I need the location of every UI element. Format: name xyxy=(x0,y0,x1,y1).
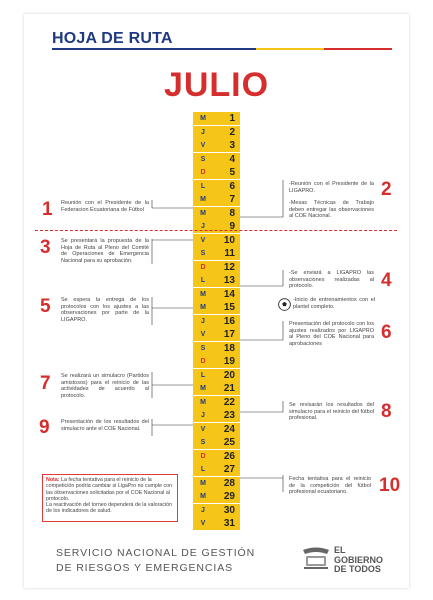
calendar-day xyxy=(193,328,240,341)
weekday-letter: L xyxy=(200,466,206,473)
calendar-day xyxy=(193,193,240,206)
calendar-day xyxy=(193,517,240,530)
day-number: 1 xyxy=(229,113,235,124)
milestone-number-8: 8 xyxy=(381,401,392,422)
milestone-number-2: 2 xyxy=(381,179,392,200)
milestone-note-3: Se presentará la propuesta de la Hoja de Ruta al Pleno del Comité de Operaciones de Emergencia Nacional para su aprobación. xyxy=(61,238,149,264)
weekday-letter: J xyxy=(201,317,205,325)
calendar-day xyxy=(193,382,240,395)
day-number: 12 xyxy=(223,261,235,273)
day-number: 15 xyxy=(223,302,235,313)
calendar-day xyxy=(193,220,240,233)
calendar-day xyxy=(193,423,240,436)
day-number: 3 xyxy=(229,140,235,151)
calendar-day xyxy=(193,274,240,287)
weekday-letter: J xyxy=(201,223,205,230)
day-number: 27 xyxy=(223,464,235,475)
page-title: HOJA DE RUTA xyxy=(52,30,173,47)
calendar-day xyxy=(193,450,240,463)
weekday-letter: M xyxy=(200,290,206,298)
weekday-letter: M xyxy=(200,385,206,392)
calendar-day xyxy=(193,409,240,422)
milestone-note-4a: -Se enviará a LIGAPRO las observaciones realizadas al protocolo. xyxy=(289,270,374,290)
day-number: 9 xyxy=(229,221,235,232)
day-number: 5 xyxy=(229,167,235,178)
weekday-letter: M xyxy=(200,196,206,203)
day-number: 11 xyxy=(224,248,235,259)
weekday-letter: D xyxy=(200,358,206,365)
weekday-letter: D xyxy=(200,263,206,271)
day-number: 14 xyxy=(223,288,235,300)
calendar-day xyxy=(193,247,240,260)
weekday-letter: V xyxy=(200,236,206,244)
milestone-note-8: Se revisarán los resultados del simulacro para el reinicio del fútbol profesional. xyxy=(289,402,374,422)
day-number: 4 xyxy=(229,153,235,165)
milestone-number-10: 10 xyxy=(379,475,401,496)
weekday-letter: M xyxy=(200,209,206,217)
weekday-letter: M xyxy=(200,493,206,500)
calendar-day xyxy=(193,436,240,449)
milestone-note-1: Reunión con el Presidente de la Federacion Ecuatoriana de Fútbol xyxy=(61,200,149,213)
day-number: 16 xyxy=(223,315,235,327)
calendar-day xyxy=(193,166,240,179)
day-number: 31 xyxy=(223,518,235,529)
weekday-letter: S xyxy=(200,439,206,446)
milestone-number-6: 6 xyxy=(381,322,392,343)
note-text: La fecha tentativa para el reinicio de la competición podría cambiar si LigaPro no cumple con las observaciones solicitadas por el COE Nacional al protocolo. xyxy=(46,477,173,502)
logo-line2: GOBIERNO xyxy=(334,554,384,565)
weekday-letter: D xyxy=(200,169,206,176)
calendar-day xyxy=(193,315,240,328)
milestone-note-5: Se espera la entrega de los protocolos con los ajustes a las observaciones por parte de la LIGAPRO. xyxy=(61,297,149,323)
calendar-day xyxy=(193,369,240,382)
dashed-divider xyxy=(35,230,397,231)
weekday-letter: V xyxy=(200,142,206,149)
calendar-day xyxy=(193,463,240,476)
weekday-letter: J xyxy=(201,128,205,136)
weekday-letter: J xyxy=(201,412,205,419)
weekday-letter: M xyxy=(200,115,206,122)
calendar-day xyxy=(193,342,240,355)
government-emblem-icon xyxy=(300,546,332,572)
day-number: 8 xyxy=(229,207,235,219)
agency-name-line2: DE RIESGOS Y EMERGENCIAS xyxy=(56,562,234,574)
milestone-note-4b: -Inicio de entrenamientos con el plantel completo. xyxy=(293,297,375,310)
day-number: 7 xyxy=(229,194,235,205)
weekday-letter: S xyxy=(200,344,206,352)
milestone-note-9: Presentación de los resultados del simulacro ante el COE Nacional. xyxy=(61,419,149,432)
day-number: 21 xyxy=(223,383,235,394)
weekday-letter: L xyxy=(200,371,206,379)
day-number: 19 xyxy=(223,356,235,367)
weekday-letter: S xyxy=(200,155,206,163)
milestone-note-7: Se realizará un simulacro (Partidos amistosos) para el reinicio de las actividades de acuerdo al protocolo. xyxy=(61,373,149,399)
title-underline xyxy=(52,48,392,50)
milestone-note-2a: -Reunión con el Presidente de la LIGAPRO. xyxy=(289,181,374,194)
calendar-day xyxy=(193,112,240,125)
day-number: 30 xyxy=(223,504,235,516)
note-text-b: La reactivación del torneo dependerá de la valoración de los indicadores de salud. xyxy=(46,502,173,515)
day-number: 10 xyxy=(223,234,235,246)
milestone-number-4: 4 xyxy=(381,270,392,291)
weekday-letter: L xyxy=(200,182,206,190)
calendar-day xyxy=(193,126,240,139)
tentative-date-note xyxy=(42,474,178,522)
calendar-day xyxy=(193,180,240,193)
note-label: Nota: xyxy=(46,477,60,483)
calendar-day xyxy=(193,396,240,409)
day-number: 20 xyxy=(223,369,235,381)
weekday-letter: L xyxy=(200,277,206,284)
milestone-number-7: 7 xyxy=(40,373,51,394)
month-title: JULIO xyxy=(163,66,270,104)
weekday-letter: V xyxy=(200,425,206,433)
weekday-letter: D xyxy=(200,452,206,460)
milestone-note-2b: -Mesas Técnicas de Trabajo deben entregar las observaciones al COE Nacional. xyxy=(289,200,374,220)
calendar-day xyxy=(193,301,240,314)
weekday-letter: M xyxy=(200,304,206,311)
logo-line1: EL xyxy=(334,545,346,555)
milestone-note-10: Fecha tentativa para el reinicio de la competición del fútbol profesional ecuatoriano. xyxy=(289,476,371,496)
soccer-ball-icon xyxy=(278,298,291,311)
day-number: 26 xyxy=(223,450,235,462)
day-number: 18 xyxy=(223,342,235,354)
calendar-day xyxy=(193,490,240,503)
day-number: 24 xyxy=(223,423,235,435)
calendar-day xyxy=(193,504,240,517)
agency-name-line1: SERVICIO NACIONAL DE GESTIÓN xyxy=(56,547,256,559)
calendar-day xyxy=(193,477,240,490)
weekday-letter: S xyxy=(200,250,206,257)
milestone-note-6: Presentación del protocolo con los ajustes realizados por LIGAPRO al Pleno del COE Nacional para aprobaciones xyxy=(289,321,374,347)
calendar-day xyxy=(193,261,240,274)
day-number: 23 xyxy=(223,410,235,421)
logo-line3: DE TODOS xyxy=(334,564,381,574)
weekday-letter: M xyxy=(200,398,206,406)
day-number: 13 xyxy=(223,275,235,286)
calendar-day xyxy=(193,234,240,247)
milestone-number-1: 1 xyxy=(42,199,53,220)
calendar-day xyxy=(193,139,240,152)
calendar-day xyxy=(193,207,240,220)
agency-name xyxy=(56,546,255,576)
day-number: 22 xyxy=(223,396,235,408)
weekday-letter: M xyxy=(200,479,206,487)
milestone-number-5: 5 xyxy=(40,296,51,317)
day-number: 25 xyxy=(223,437,235,448)
day-number: 17 xyxy=(223,329,235,340)
day-number: 28 xyxy=(223,477,235,489)
milestone-number-9: 9 xyxy=(39,417,50,438)
weekday-letter: V xyxy=(200,520,206,527)
weekday-letter: V xyxy=(200,331,206,338)
day-number: 29 xyxy=(223,491,235,502)
weekday-letter: J xyxy=(201,506,205,514)
calendar-day xyxy=(193,153,240,166)
day-number: 2 xyxy=(229,126,235,138)
day-number: 6 xyxy=(229,180,235,192)
calendar-day xyxy=(193,288,240,301)
calendar-day xyxy=(193,355,240,368)
government-logo-text xyxy=(334,546,383,575)
milestone-number-3: 3 xyxy=(40,237,51,258)
